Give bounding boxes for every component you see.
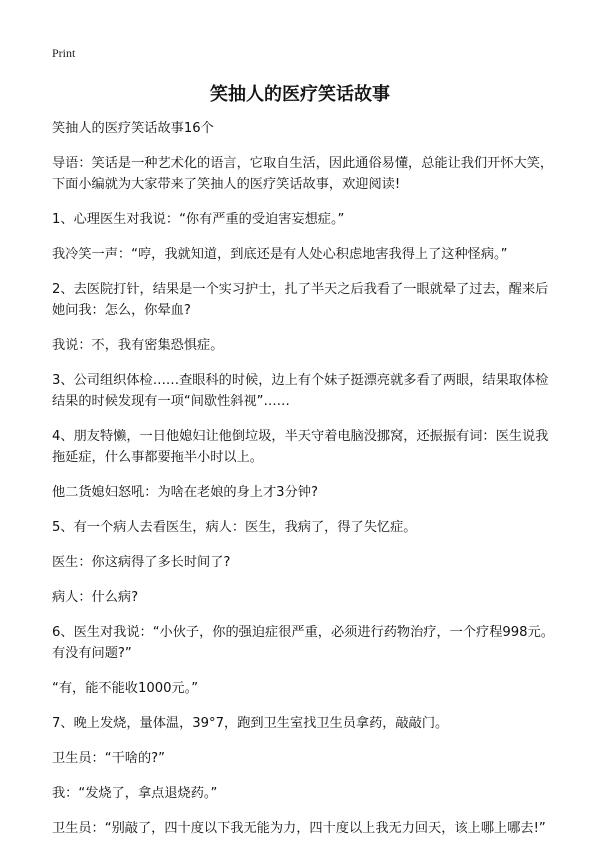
paragraph: 我：“发烧了，拿点退烧药。” [52, 786, 218, 801]
paragraph: 我说：不，我有密集恐惧症。 [52, 338, 224, 353]
paragraph: 我冷笑一声：“哼，我就知道，到底还是有人处心积虑地害我得上了这种怪病。” [52, 247, 508, 262]
article-body [52, 118, 558, 853]
paragraph-subtitle: 笑抽人的医疗笑话故事16个 [52, 121, 214, 136]
paragraph: 卫生员：“别敲了，四十度以下我无能为力，四十度以上我无力回天，该上哪上哪去!” [52, 821, 546, 836]
paragraph-intro: 导语：笑话是一种艺术化的语言，它取自生活，因此通俗易懂，总能让我们开怀大笑，下面小编就为大家带来了笑抽人的医疗笑话故事，欢迎阅读! [52, 156, 554, 192]
page-title: 笑抽人的医疗笑话故事 [210, 84, 390, 105]
paragraph: “有，能不能收1000元。” [52, 681, 199, 696]
paragraph: 4、朋友特懒，一日他媳妇让他倒垃圾，半天守着电脑没挪窝，还振振有词：医生说我拖延症，什么事都要拖半小时以上。 [52, 429, 549, 465]
paragraph: 病人：什么病? [52, 590, 139, 605]
print-link[interactable]: Print [52, 46, 76, 60]
paragraph: 他二货媳妇怒吼：为啥在老娘的身上才3分钟? [52, 485, 318, 500]
paragraph: 1、心理医生对我说：“你有严重的受迫害妄想症。” [52, 212, 345, 227]
paragraph: 卫生员：“干啥的?” [52, 751, 165, 766]
paragraph: 6、医生对我说：“小伙子，你的强迫症很严重，必须进行药物治疗，一个疗程998元。有没有问题?” [52, 625, 554, 661]
paragraph: 2、去医院打针，结果是一个实习护士，扎了半天之后我看了一眼就晕了过去，醒来后她问我：怎么，你晕血? [52, 282, 549, 318]
paragraph: 5、有一个病人去看医生，病人：医生，我病了，得了失忆症。 [52, 520, 417, 535]
paragraph: 医生：你这病得了多长时间了? [52, 555, 231, 570]
paragraph: 3、公司组织体检……查眼科的时候，边上有个妹子挺漂亮就多看了两眼，结果取体检结果的时候发现有一项“间歇性斜视”…… [52, 373, 549, 409]
paragraph: 7、晚上发烧，量体温，39°7，跑到卫生室找卫生员拿药，敲敲门。 [52, 716, 449, 731]
